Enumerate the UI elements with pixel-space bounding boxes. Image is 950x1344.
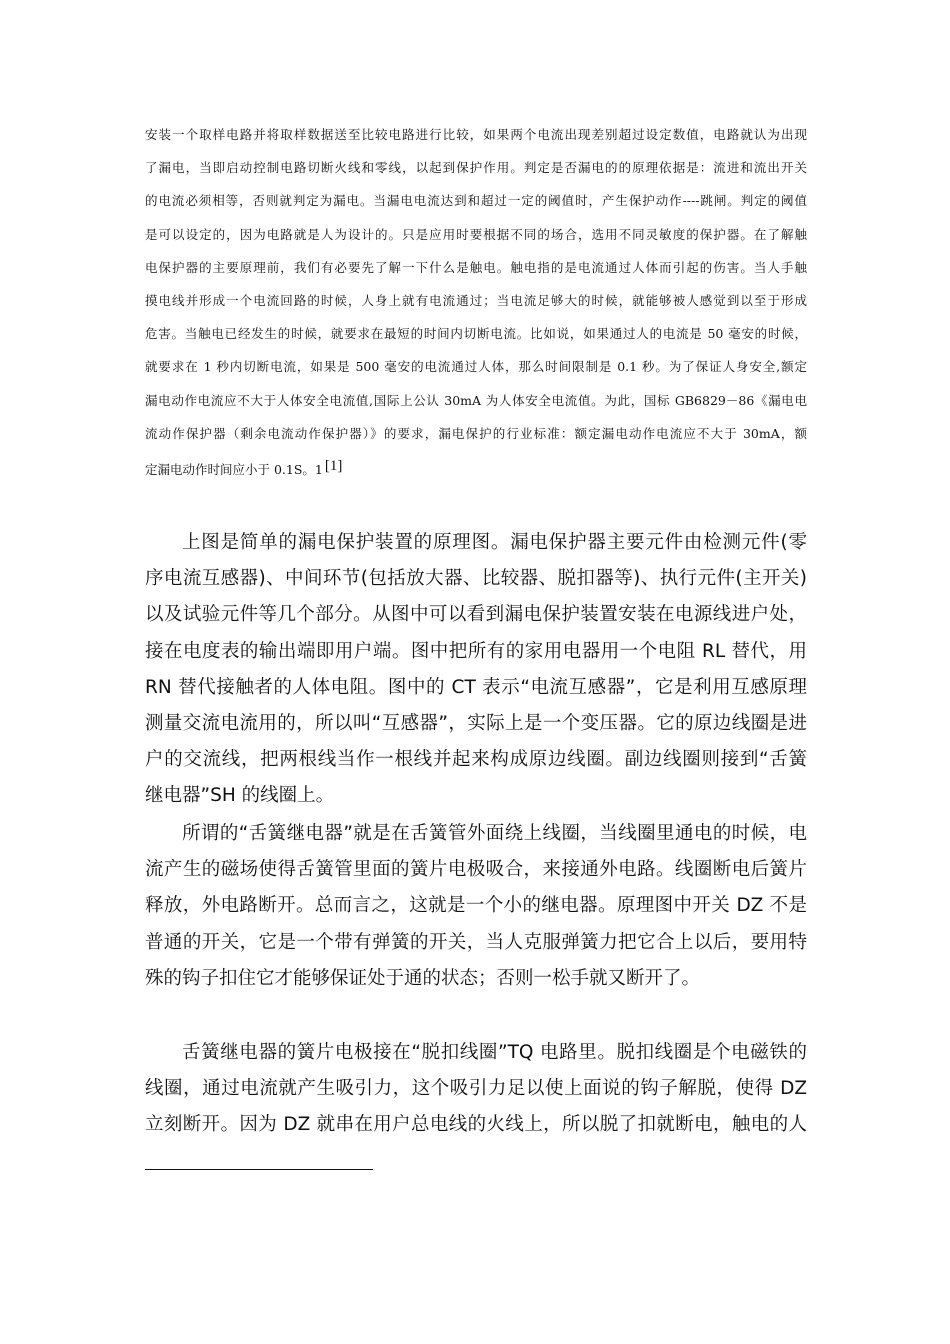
- paragraph-line: 上图是简单的漏电保护装置的原理图。漏电保护器主要元件由检测元件(零: [182, 532, 807, 553]
- paragraph-line: 释放，外电路断开。总而言之，这就是一个小的继电器。原理图中开关 DZ 不是: [145, 895, 807, 917]
- intro-last-line: [145, 450, 807, 483]
- intro-line: 是可以设定的，因为电路就是人为设计的。只是应用时要根据不同的场合，选用不同灵敏度的保护器。在了解触: [145, 226, 807, 242]
- intro-line: 漏电动作电流应不大于人体安全电流值,国际上公认 30mA 为人体安全电流值。为此，国标 GB6829－86《漏电电: [145, 392, 807, 408]
- intro-line-text: 定漏电动作时间应小于 0.1S。1: [145, 461, 323, 477]
- paragraph-line: 普通的开关，它是一个带有弹簧的开关，当人克服弹簧力把它合上以后，要用特: [145, 931, 807, 953]
- paragraph-line: 所谓的“舌簧继电器”就是在舌簧管外面绕上线圈，当线圈里通电的时候，电: [182, 823, 807, 844]
- paragraph-line: 序电流互感器)、中间环节(包括放大器、比较器、脱扣器等)、执行元件(主开关): [145, 568, 807, 590]
- paragraph-line: RN 替代接触者的人体电阻。图中的 CT 表示“电流互感器”，它是利用互感原理: [145, 676, 807, 698]
- intro-line: 了漏电，当即启动控制电路切断火线和零线，以起到保护作用。判定是否漏电的的原理依据是：流进和流出开关: [145, 160, 807, 176]
- paragraph-line: 立刻断开。因为 DZ 就串在用户总电线的火线上，所以脱了扣就断电，触电的人: [145, 1114, 807, 1136]
- intro-line: 流动作保护器（剩余电流动作保护器）》的要求，漏电保护的行业标准：额定漏电动作电流应不大于 30mA，额: [145, 425, 807, 441]
- paragraph-line: 测量交流电流用的，所以叫“互感器”，实际上是一个变压器。它的原边线圈是进: [145, 712, 807, 734]
- body-paragraph-3: [145, 1035, 807, 1144]
- paragraph-line: 继电器”SH 的线圈上。: [145, 785, 335, 807]
- paragraph-line: 线圈，通过电流就产生吸引力，这个吸引力足以使上面说的钩子解脱，使得 DZ: [145, 1078, 807, 1100]
- intro-line: 就要求在 1 秒内切断电流，如果是 500 毫安的电流通过人体，那么时间限制是 0.1 秒。为了保证人身安全,额定: [145, 359, 807, 375]
- intro-line: 安装一个取样电路并将取样数据送至比较电路进行比较，如果两个电流出现差别超过设定数值，电路就认为出现: [145, 127, 807, 142]
- paragraph-line: 以及试验元件等几个部分。从图中可以看到漏电保护装置安装在电源线进户处，: [145, 604, 807, 626]
- footnote-divider: [145, 1169, 373, 1170]
- intro-line: 摸电线并形成一个电流回路的时候，人身上就有电流通过；当电流足够大的时候，就能够被人感觉到以至于形成: [145, 292, 807, 308]
- intro-line: 电保护器的主要原理前，我们有必要先了解一下什么是触电。触电指的是电流通过人体而引起的伤害。当人手触: [145, 259, 807, 275]
- intro-paragraph: [145, 118, 807, 483]
- body-paragraph-1: [145, 525, 807, 815]
- paragraph-line: 接在电度表的输出端即用户端。图中把所有的家用电器用一个电阻 RL 替代，用: [145, 640, 807, 662]
- body-paragraph-2: [145, 816, 807, 997]
- paragraph-line: 舌簧继电器的簧片电极接在“脱扣线圈”TQ 电路里。脱扣线圈是个电磁铁的: [182, 1042, 807, 1063]
- paragraph-line: 户的交流线，把两根线当作一根线并起来构成原边线圈。副边线圈则接到“舌簧: [145, 749, 807, 771]
- paragraph-line: 殊的钩子扣住它才能够保证处于通的状态；否则一松手就又断开了。: [145, 967, 701, 989]
- intro-line: 的电流必须相等，否则就判定为漏电。当漏电电流达到和超过一定的阈值时，产生保护动作----跳闸。判定的阈值: [145, 193, 807, 209]
- reference-mark[interactable]: [1]: [324, 457, 343, 474]
- paragraph-line: 流产生的磁场使得舌簧管里面的簧片电极吸合，来接通外电路。线圈断电后簧片: [145, 859, 807, 881]
- intro-line: 危害。当触电已经发生的时候，就要求在最短的时间内切断电流。比如说，如果通过人的电流是 50 毫安的时候，: [145, 326, 807, 342]
